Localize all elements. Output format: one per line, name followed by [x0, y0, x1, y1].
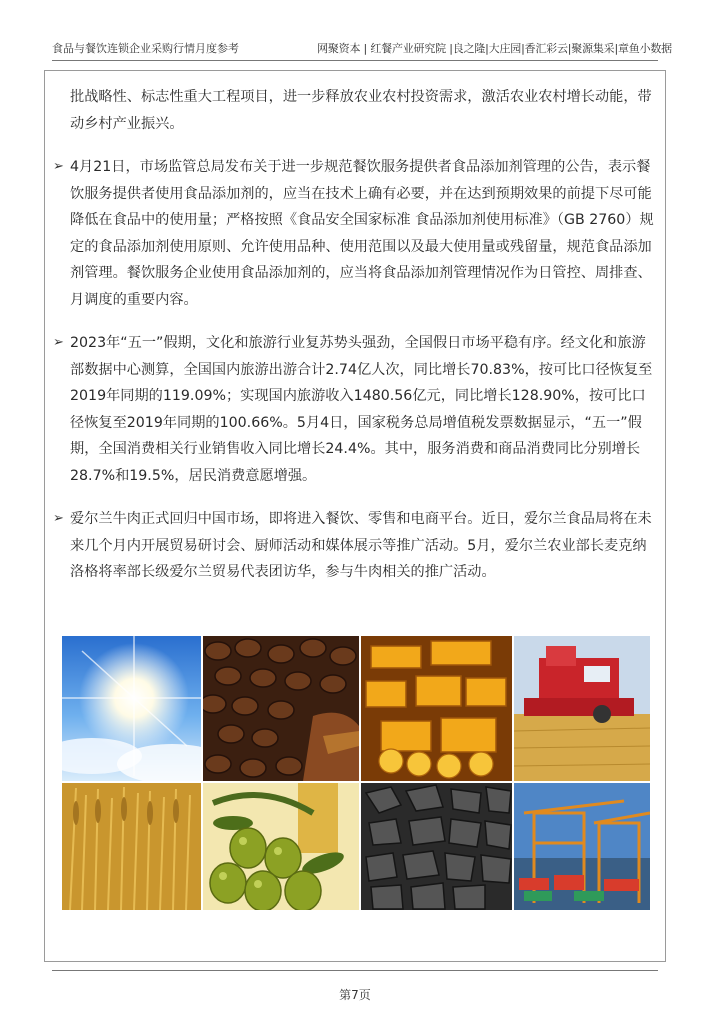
article-body — [52, 84, 656, 586]
coffee-beans-image — [203, 636, 359, 781]
port-cranes-image — [514, 783, 650, 910]
bullet-item-text: 爱尔兰牛肉正式回归中国市场，即将进入餐饮、零售和电商平台。近日，爱尔兰食品局将在未来几个月内开展贸易研讨会、厨师活动和媒体展示等推广活动。5月，爱尔兰农业部长麦克纳洛格将率部长级爱尔兰贸易代表团访华，参与牛肉相关的推广活动。 — [70, 511, 652, 580]
arrow-bullet-icon: ➢ — [53, 159, 64, 174]
header-sources: 网聚资本 | 红餐产业研究院 |良之隆|大庄园|香汇彩云|聚源集采|章鱼小数据 — [317, 42, 672, 55]
bullet-item-irish-beef — [52, 506, 656, 586]
sun-sky-image — [62, 636, 201, 781]
combine-harvester-image — [514, 636, 650, 781]
arrow-bullet-icon: ➢ — [53, 511, 64, 526]
bullet-item-text: 2023年“五一”假期，文化和旅游行业复苏势头强劲，全国假日市场平稳有序。经文化和旅游部数据中心测算，全国国内旅游出游合计2.74亿人次，同比增长70.83%，按可比口径恢复至2019年同期的119.09%；实现国内旅游收入1480.56亿元，同比增长128.90%，按可比口径恢复至2019年同期的100.66%。5月4日，国家税务总局增值税发票数据显示，“五一”假期，全国消费相关行业销售收入同比增长24.4%。其中，服务消费和商品消费同比分别增长28.7%和19.5%，居民消费意愿增强。 — [70, 335, 653, 484]
bullet-item-text: 4月21日，市场监管总局发布关于进一步规范餐饮服务提供者食品添加剂管理的公告，表示餐饮服务提供者使用食品添加剂的，应当在技术上确有必要，并在达到预期效果的前提下尽可能降低在食品中的使用量；严格按照《食品安全国家标准 食品添加剂使用标准》（GB 2760）规定的食品添加剂使用原则、允许使用品种、使用范围以及最大使用量或残留量，规范食品添加剂管理。餐饮服务企业使用食品添加剂的，应当将食品添加剂管理情况作为日管控、周排查、月调度的重要内容。 — [70, 159, 654, 308]
footer-divider — [52, 970, 658, 971]
bullet-item-mayday-tourism — [52, 330, 656, 489]
arrow-bullet-icon: ➢ — [53, 335, 64, 350]
wheat-field-image — [62, 783, 201, 910]
header-divider — [52, 60, 658, 61]
continuation-paragraph: 批战略性、标志性重大工程项目，进一步释放农业农村投资需求，激活农业农村增长动能，带动乡村产业振兴。 — [70, 89, 652, 132]
gold-bars-image — [361, 636, 512, 781]
commodity-image-mosaic — [62, 636, 650, 910]
bullet-item-additive-notice — [52, 154, 656, 313]
coal-image — [361, 783, 512, 910]
page-header — [52, 40, 672, 56]
page-number: 第7页 — [339, 988, 371, 1002]
header-title: 食品与餐饮连锁企业采购行情月度参考 — [52, 42, 239, 55]
olives-oil-image — [203, 783, 359, 910]
